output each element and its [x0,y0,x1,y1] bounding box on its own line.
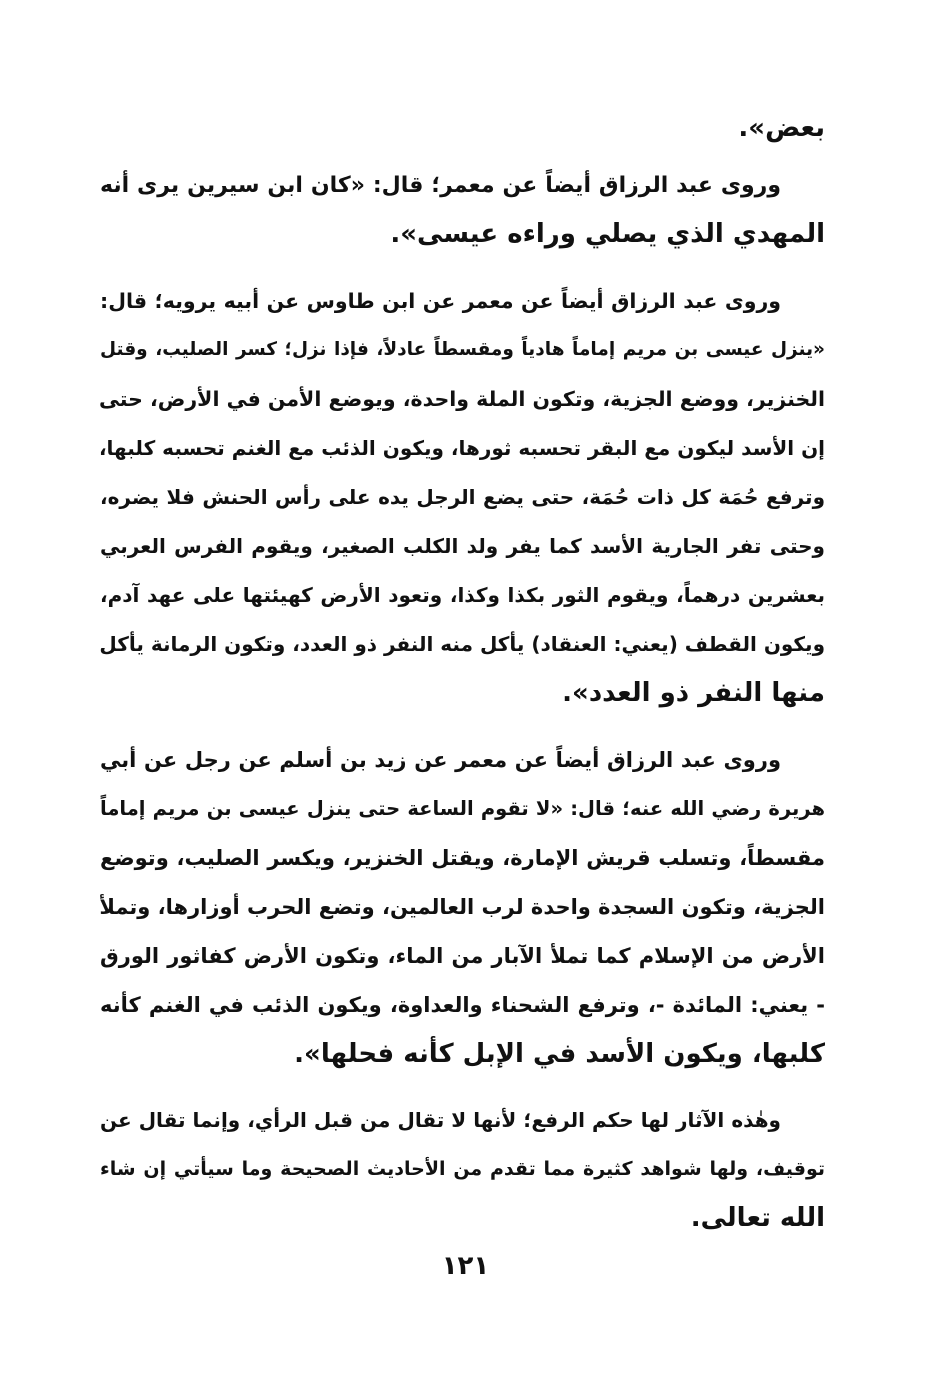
paragraph-2-line: «ينزل عيسى بن مريم إماماً هادياً ومقسطاً عادلاً، فإذا نزل؛ كسر الصليب، وقتل [100,339,825,360]
page-number: ١٢١ [441,1251,490,1281]
paragraph-3-line: مقسطاً، وتسلب قريش الإمارة، ويقتل الخنزير، ويكسر الصليب، وتوضع [100,846,825,870]
paragraph-2-line: الخنزير، ووضع الجزية، وتكون الملة واحدة، ويوضع الأمن في الأرض، حتى [99,387,825,411]
paragraph-3-line: كلبها، ويكون الأسد في الإبل كأنه فحلها». [294,1039,825,1069]
paragraph-1-line: المهدي الذي يصلي وراءه عيسى». [390,219,825,249]
paragraph-4-line: الله تعالى. [690,1203,825,1233]
carry-over-line: بعض». [738,113,825,143]
paragraph-3-line: وروى عبد الرزاق أيضاً عن معمر عن زيد بن أسلم عن رجل عن أبي [100,748,781,772]
paragraph-3-line: الأرض من الإسلام كما تملأ الآبار من الماء، وتكون الأرض كفاثور الورق [100,944,825,968]
paragraph-3-line: الجزية، وتكون السجدة واحدة لرب العالمين، وتضع الحرب أوزارها، وتملأ [99,895,825,919]
paragraph-2-line: ويكون القطف (يعني: العنقاد) يأكل منه النفر ذو العدد، وتكون الرمانة يأكل [99,632,825,656]
paragraph-4-line: توقيف، ولها شواهد كثيرة مما تقدم من الأحاديث الصحيحة وما سيأتي إن شاء [100,1158,825,1180]
paragraph-2-line: وحتى تفر الجارية الأسد كما يفر ولد الكلب الصغير، ويقوم الفرس العربي [100,534,825,558]
paragraph-3-line: هريرة رضي الله عنه؛ قال: «لا تقوم الساعة حتى ينزل عيسى بن مريم إماماً [100,797,825,820]
paragraph-1-line: وروى عبد الرزاق أيضاً عن معمر؛ قال: «كان ابن سيرين يرى أنه [100,173,781,198]
paragraph-2-line: منها النفر ذو العدد». [562,678,825,708]
paragraph-2-line: إن الأسد ليكون مع البقر تحسبه ثورها، ويكون الذئب مع الغنم تحسبه كلبها، [98,436,825,460]
paragraph-2-line: وروى عبد الرزاق أيضاً عن معمر عن ابن طاوس عن أبيه يرويه؛ قال: [100,289,781,313]
paragraph-4-line: وهٰذه الآثار لها حكم الرفع؛ لأنها لا تقال من قبل الرأي، وإنما تقال عن [100,1108,781,1132]
paragraph-2-line: بعشرين درهماً، ويقوم الثور بكذا وكذا، وتعود الأرض كهيئتها على عهد آدم، [100,583,825,607]
paragraph-3-line: - يعني: المائدة -، وترفع الشحناء والعداوة، ويكون الذئب في الغنم كأنه [100,993,825,1017]
paragraph-2-line: وترفع حُمَة كل ذات حُمَة، حتى يضع الرجل يده على رأس الحنش فلا يضره، [100,485,825,509]
